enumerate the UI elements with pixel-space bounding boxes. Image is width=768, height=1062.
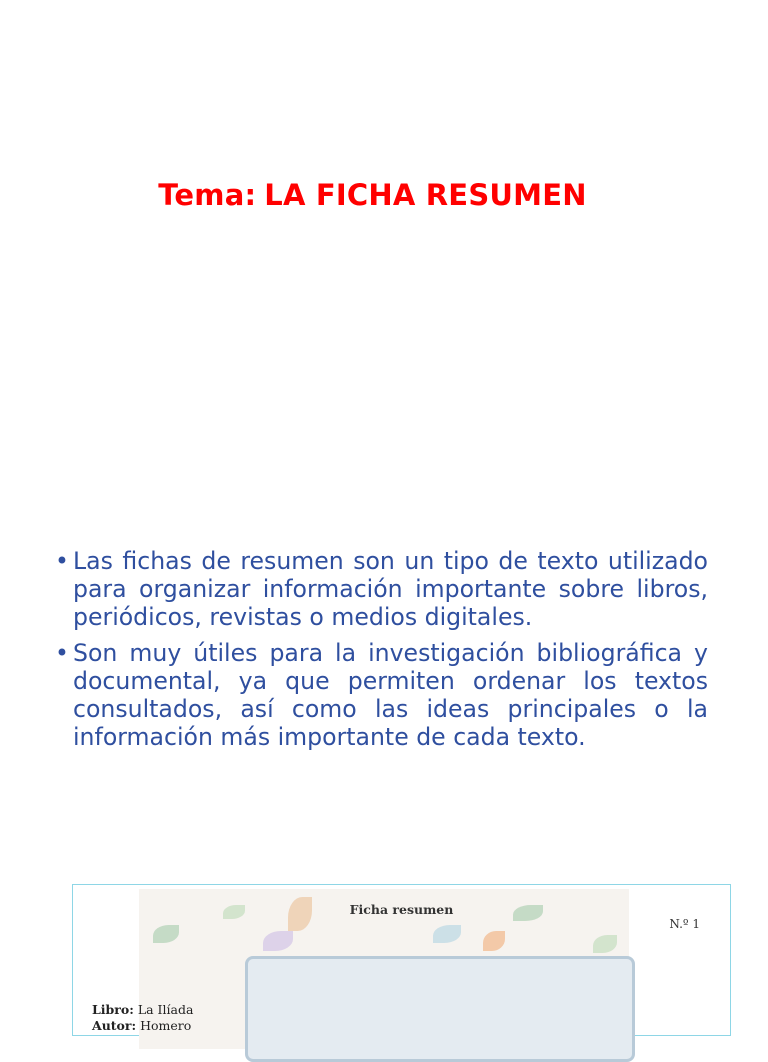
- card-field-value: Homero: [140, 1018, 192, 1033]
- bullet-dot: •: [55, 639, 69, 667]
- bullet-list: [55, 547, 708, 759]
- slide-title-text: LA FICHA RESUMEN: [264, 178, 587, 212]
- card-field-value: La Ilíada: [137, 1002, 194, 1017]
- card-number: N.º 1: [669, 917, 700, 931]
- card-field-autor: [92, 1018, 191, 1033]
- card-field-libro: [92, 1002, 193, 1017]
- slide-title-label: Tema:: [158, 178, 257, 212]
- bullet-item: [55, 639, 708, 751]
- bullet-text: Son muy útiles para la investigación bibliográfica y documental, ya que permiten ordenar los textos consultados, así como las ideas principales o la información más importante de cada texto.: [73, 639, 708, 751]
- slide-title: [0, 178, 745, 212]
- card-field-label: Autor:: [92, 1018, 137, 1033]
- ficha-resumen-image: [72, 884, 731, 1036]
- bullet-text: Las fichas de resumen son un tipo de texto utilizado para organizar información importante sobre libros, periódicos, revistas o medios digitales.: [73, 547, 708, 631]
- card-field-label: Libro:: [92, 1002, 134, 1017]
- card-content-box: [245, 956, 635, 1062]
- bullet-item: [55, 547, 708, 631]
- bullet-dot: •: [55, 547, 69, 575]
- card-title: Ficha resumen: [349, 902, 454, 917]
